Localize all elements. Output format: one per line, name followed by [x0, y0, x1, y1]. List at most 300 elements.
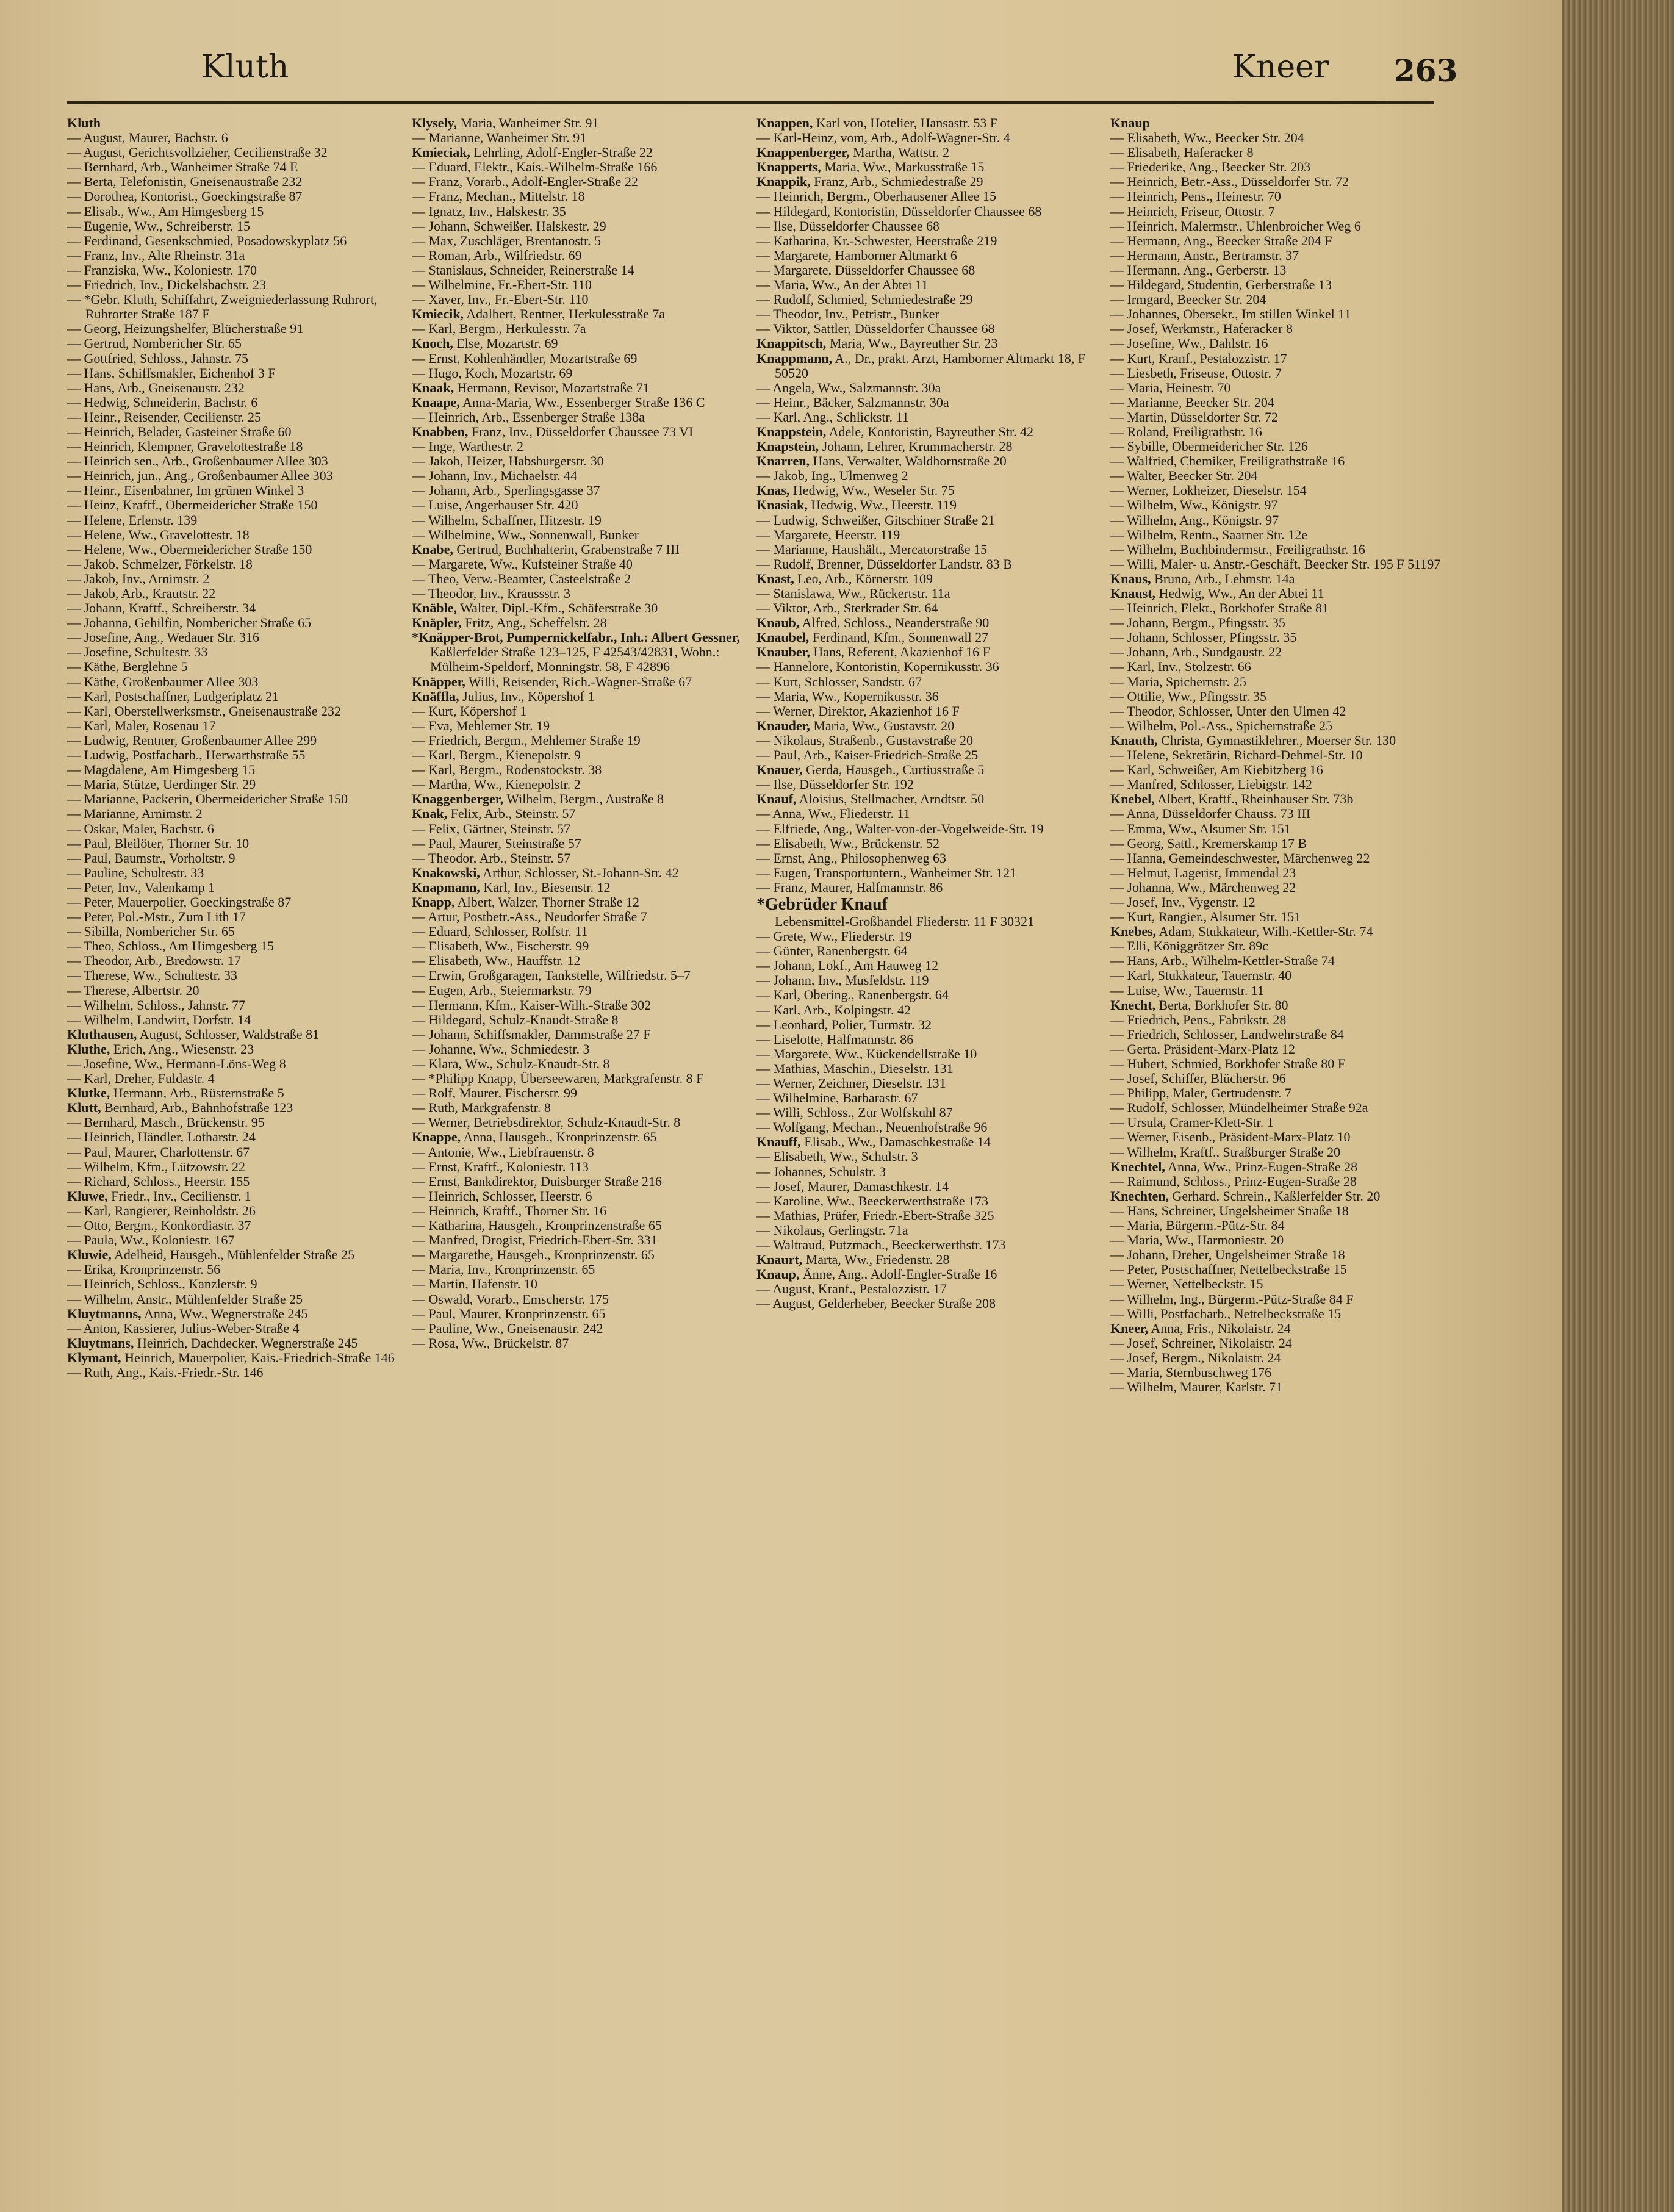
- entry-text: — Heinrich, Bergm., Oberhausener Allee 15: [756, 189, 997, 204]
- directory-entry: [412, 1204, 766, 1218]
- directory-entry: [756, 145, 1110, 160]
- directory-entry: [756, 659, 1110, 674]
- directory-entry: [412, 351, 766, 366]
- directory-entry: [756, 973, 1110, 988]
- directory-entry: [756, 1105, 1110, 1120]
- directory-entry: [756, 616, 1110, 630]
- entry-text: — Richard, Schloss., Heerstr. 155: [67, 1173, 250, 1189]
- entry-surname: Knebel,: [1110, 791, 1155, 807]
- entry-surname: Knäpler,: [412, 615, 462, 631]
- directory-entry: [67, 806, 421, 821]
- directory-entry: [412, 719, 766, 733]
- directory-entry: [67, 1233, 421, 1248]
- directory-entry: [1110, 351, 1464, 366]
- entry-text: Elisab., Ww., Damaschkestraße 14: [800, 1134, 991, 1150]
- entry-text: — Johann, Kraftf., Schreiberstr. 34: [67, 600, 256, 616]
- entry-text: — Werner, Eisenb., Präsident-Marx-Platz 10: [1110, 1129, 1351, 1145]
- entry-surname: Kneer,: [1110, 1320, 1149, 1336]
- entry-text: Bruno, Arb., Lehmstr. 14a: [1151, 570, 1295, 586]
- entry-text: — Wilhelm, Anstr., Mühlenfelder Straße 25: [67, 1291, 303, 1307]
- directory-entry: [412, 263, 766, 278]
- entry-surname: Knak,: [412, 806, 448, 822]
- directory-entry: [412, 880, 766, 895]
- entry-text: — Rosa, Ww., Brückelstr. 87: [412, 1335, 569, 1351]
- entry-text: — Josefine, Ww., Dahlstr. 16: [1110, 336, 1268, 351]
- entry-text: — Heinr., Bäcker, Salzmannstr. 30a: [756, 394, 949, 410]
- directory-entry: [412, 910, 766, 924]
- entry-text: Gertrud, Buchhalterin, Grabenstraße 7 III: [453, 541, 680, 557]
- entry-text: Arthur, Schlosser, St.-Johann-Str. 42: [480, 864, 679, 880]
- entry-text: — Paul, Bleilöter, Thorner Str. 10: [67, 835, 250, 851]
- directory-entry: [756, 513, 1110, 528]
- entry-text: — Ludwig, Schweißer, Gitschiner Straße 21: [756, 512, 995, 528]
- directory-entry: [1110, 998, 1464, 1013]
- directory-entry: [1110, 1160, 1464, 1174]
- directory-entry: [756, 1252, 1110, 1267]
- entry-text: — Jakob, Arb., Krautstr. 22: [67, 586, 216, 601]
- entry-text: — Johann, Lokf., Am Hauweg 12: [756, 958, 939, 974]
- entry-text: — Maria, Inv., Kronprinzenstr. 65: [412, 1262, 595, 1277]
- directory-entry: [67, 983, 421, 998]
- entry-text: Alfred, Schloss., Neanderstraße 90: [799, 615, 990, 631]
- directory-entry: [756, 131, 1110, 145]
- entry-surname: Knäble,: [412, 600, 457, 616]
- entry-text: — Peter, Mauerpolier, Goeckingstraße 87: [67, 894, 292, 910]
- directory-entry: [1110, 851, 1464, 866]
- entry-text: — *Gebr. Kluth, Schiffahrt, Zweigniederlassung Ruhrort, Ruhrorter Straße 187 F: [67, 292, 378, 322]
- directory-entry: [67, 1027, 421, 1042]
- directory-entry: [67, 336, 421, 351]
- directory-entry: [412, 806, 766, 821]
- entry-text: — Eugen, Transportuntern., Wanheimer Str. 121: [756, 864, 1017, 880]
- directory-entry: [67, 1145, 421, 1160]
- entry-text: — Johannes, Schulstr. 3: [756, 1163, 886, 1179]
- entry-text: — Eugen, Arb., Steiermarkstr. 79: [412, 982, 592, 998]
- directory-entry: [756, 351, 1110, 381]
- entry-text: Änne, Ang., Adolf-Engler-Straße 16: [799, 1266, 997, 1282]
- directory-entry: [756, 822, 1110, 836]
- entry-text: — Rudolf, Schlosser, Mündelheimer Straße 92a: [1110, 1100, 1368, 1116]
- entry-text: — Mathias, Maschin., Dieselstr. 131: [756, 1060, 954, 1076]
- directory-entry: [67, 131, 421, 145]
- directory-entry: [67, 953, 421, 968]
- directory-entry: [1110, 321, 1464, 336]
- entry-text: — Karl, Schweißer, Am Kiebitzberg 16: [1110, 762, 1323, 778]
- directory-entry: [412, 498, 766, 512]
- entry-text: — Hermann, Ang., Gerberstr. 13: [1110, 262, 1287, 278]
- entry-text: — Irmgard, Beecker Str. 204: [1110, 292, 1266, 307]
- entry-text: Erich, Ang., Wiesenstr. 23: [110, 1041, 254, 1057]
- entry-surname: Knabben,: [412, 423, 469, 439]
- directory-entry: [67, 792, 421, 806]
- directory-entry: [67, 880, 421, 895]
- entry-text: — Johanne, Ww., Schmiedestr. 3: [412, 1041, 590, 1057]
- entry-text: — Heinr., Eisenbahner, Im grünen Winkel 3: [67, 483, 304, 498]
- entry-text: — Josef, Inv., Vygenstr. 12: [1110, 894, 1256, 910]
- entry-text: — Georg, Sattl., Kremerskamp 17 B: [1110, 835, 1307, 851]
- entry-text: Karl von, Hotelier, Hansastr. 53 F: [813, 116, 998, 131]
- directory-entry: [756, 866, 1110, 880]
- entry-text: — Margarete, Hamborner Altmarkt 6: [756, 247, 957, 263]
- directory-entry: [756, 425, 1110, 439]
- entry-text: — Hans, Schiffsmakler, Eichenhof 3 F: [67, 365, 276, 381]
- entry-text: — Willi, Schloss., Zur Wolfskuhl 87: [756, 1105, 953, 1121]
- directory-entry: [412, 1307, 766, 1321]
- entry-surname: Klutt,: [67, 1100, 101, 1116]
- column-3: [756, 116, 1110, 2202]
- directory-entry: [67, 1204, 421, 1218]
- entry-surname: Kluthausen,: [67, 1026, 137, 1042]
- entry-surname: Knaurt,: [756, 1252, 803, 1268]
- directory-entry: [67, 1013, 421, 1027]
- entry-text: — Karl, Bergm., Herkulesstr. 7a: [412, 321, 586, 337]
- entry-text: — Margarete, Heerstr. 119: [756, 526, 900, 542]
- entry-text: — Wilhelm, Ing., Bürgerm.-Pütz-Straße 84 F: [1110, 1291, 1354, 1307]
- entry-text: — Gertrud, Nombericher Str. 65: [67, 336, 242, 351]
- entry-text: — Franz, Vorarb., Adolf-Engler-Straße 22: [412, 174, 638, 190]
- entry-text: — Klara, Ww., Schulz-Knaudt-Str. 8: [412, 1056, 610, 1071]
- entry-text: — Josef, Maurer, Damaschkestr. 14: [756, 1178, 949, 1194]
- directory-entry: [412, 469, 766, 483]
- directory-entry: [67, 1160, 421, 1174]
- directory-entry: [67, 1071, 421, 1086]
- entry-text: — Hanna, Gemeindeschwester, Märchenweg 22: [1110, 850, 1370, 866]
- directory-entry: [1110, 924, 1464, 939]
- directory-entry: [412, 174, 766, 189]
- directory-entry: [1110, 1277, 1464, 1291]
- directory-entry: [1110, 763, 1464, 777]
- entry-surname: Knappe,: [412, 1129, 461, 1145]
- directory-entry: [1110, 953, 1464, 968]
- entry-surname: Knappen,: [756, 116, 813, 131]
- entry-text: — Elisab., Ww., Am Himgesberg 15: [67, 203, 264, 219]
- directory-entry: [412, 924, 766, 939]
- directory-entry: [67, 572, 421, 586]
- entry-text: Adele, Kontoristin, Bayreuther Str. 42: [826, 423, 1034, 439]
- directory-entry: [756, 292, 1110, 307]
- column-4: [1110, 116, 1464, 2202]
- entry-surname: Knoch,: [412, 336, 453, 351]
- directory-entry: [756, 601, 1110, 616]
- entry-surname: Klysely,: [412, 116, 457, 131]
- entry-text: — Maria, Ww., Kopernikusstr. 36: [756, 688, 939, 704]
- entry-text: — Eva, Mehlemer Str. 19: [412, 717, 550, 733]
- directory-entry: [756, 483, 1110, 498]
- entry-firm-name: *Gebrüder Knauf: [756, 894, 888, 914]
- entry-text: — Käthe, Berglehne 5: [67, 659, 188, 675]
- directory-entry: [67, 219, 421, 234]
- entry-surname: Knabe,: [412, 541, 453, 557]
- directory-entry: [67, 968, 421, 983]
- entry-text: — Otto, Bergm., Konkordiastr. 37: [67, 1218, 251, 1233]
- entry-text: — Grete, Ww., Fliederstr. 19: [756, 928, 912, 944]
- entry-text: A., Dr., prakt. Arzt, Hamborner Altmarkt 18, F 50520: [775, 350, 1086, 381]
- entry-text: — Artur, Postbetr.-Ass., Neudorfer Straße 7: [412, 909, 647, 925]
- entry-text: Heinrich, Dachdecker, Wegnerstraße 245: [134, 1335, 358, 1351]
- entry-text: — Erwin, Großgaragen, Tankstelle, Wilfriedstr. 5–7: [412, 968, 691, 983]
- entry-text: — Viktor, Sattler, Düsseldorfer Chaussee 68: [756, 321, 995, 337]
- directory-entry: [67, 895, 421, 910]
- entry-surname: Knaak,: [412, 379, 454, 395]
- entry-text: Anna, Hausgeh., Kronprinzenstr. 65: [461, 1129, 657, 1145]
- directory-entry: [67, 542, 421, 557]
- directory-entry: [67, 645, 421, 659]
- entry-text: — Kurt, Rangier., Alsumer Str. 151: [1110, 909, 1301, 925]
- entry-text: — Wilhelm, Pol.-Ass., Spichernstraße 25: [1110, 717, 1333, 733]
- entry-text: — Theodor, Inv., Kraussstr. 3: [412, 586, 571, 601]
- entry-text: — Maria, Heinestr. 70: [1110, 379, 1231, 395]
- entry-text: Hedwig, Ww., Heerstr. 119: [807, 497, 957, 513]
- directory-entry: [1110, 806, 1464, 821]
- entry-text: — Werner, Betriebsdirektor, Schulz-Knaudt-Str. 8: [412, 1115, 681, 1130]
- directory-entry: [67, 1262, 421, 1277]
- directory-entry: [412, 822, 766, 836]
- directory-entry: [412, 851, 766, 866]
- directory-entry: [1110, 395, 1464, 410]
- entry-text: — Peter, Postschaffner, Nettelbeckstraße 15: [1110, 1262, 1347, 1277]
- entry-text: — Waltraud, Putzmach., Beeckerwerthstr. 173: [756, 1237, 1006, 1253]
- entry-text: Johann, Lehrer, Krummacherstr. 28: [819, 439, 1013, 454]
- directory-entry: [1110, 836, 1464, 851]
- entry-text: — Theodor, Arb., Bredowstr. 17: [67, 953, 241, 969]
- entry-text: — Elisabeth, Ww., Hauffstr. 12: [412, 953, 581, 969]
- entry-text: — Heinr., Reisender, Cecilienstr. 25: [67, 409, 262, 425]
- entry-text: Hedwig, Ww., An der Abtei 11: [1155, 586, 1324, 601]
- directory-entry: [1110, 366, 1464, 381]
- entry-text: — Ignatz, Inv., Halskestr. 35: [412, 203, 566, 219]
- entry-text: — Wilhelmine, Barbarastr. 67: [756, 1090, 918, 1106]
- directory-entry: [67, 777, 421, 792]
- entry-surname: *Knäpper-Brot, Pumpernickelfabr., Inh.: Albert Gessner,: [412, 630, 741, 645]
- entry-surname: Kmiecik,: [412, 306, 464, 322]
- directory-entry: [1110, 1042, 1464, 1057]
- directory-entry: [412, 998, 766, 1013]
- entry-text: Kaßlerfelder Straße 123–125, F 42543/42831, Wohn.: Mülheim-Speldorf, Monningstr. 58, F 42896: [430, 644, 720, 675]
- directory-entry: [1110, 1307, 1464, 1321]
- entry-text: — Heinrich, Klempner, Gravelottestraße 18: [67, 439, 303, 454]
- entry-text: — Inge, Warthestr. 2: [412, 439, 523, 454]
- entry-text: — Johann, Arb., Sperlingsgasse 37: [412, 483, 600, 498]
- directory-entry: [412, 586, 766, 601]
- entry-text: Hedwig, Ww., Weseler Str. 75: [789, 483, 955, 498]
- directory-entry: [1110, 866, 1464, 880]
- directory-entry: [67, 939, 421, 953]
- directory-entry: [412, 336, 766, 351]
- entry-text: — Maria, Sternbuschweg 176: [1110, 1364, 1271, 1380]
- entry-text: — Johann, Schlosser, Pfingsstr. 35: [1110, 630, 1297, 645]
- entry-text: — Heinrich, Schlosser, Heerstr. 6: [412, 1188, 592, 1204]
- entry-text: — Sybille, Obermeidericher Str. 126: [1110, 439, 1308, 454]
- directory-entry: [756, 1238, 1110, 1252]
- directory-entry: [412, 572, 766, 586]
- entry-surname: Knaape,: [412, 394, 460, 410]
- directory-entry: [1110, 483, 1464, 498]
- entry-text: Adalbert, Rentner, Herkulesstraße 7a: [463, 306, 666, 322]
- entry-text: — August, Gerichtsvollzieher, Cecilienstraße 32: [67, 145, 328, 160]
- directory-entry: [412, 278, 766, 292]
- directory-entry: [412, 733, 766, 748]
- entry-text: — Maria, Ww., Harmoniestr. 20: [1110, 1232, 1284, 1248]
- entry-surname: Kluthe,: [67, 1041, 110, 1057]
- entry-text: — Hans, Arb., Gneisenaustr. 232: [67, 379, 245, 395]
- entry-text: — Eduard, Elektr., Kais.-Wilhelm-Straße 166: [412, 159, 658, 175]
- entry-text: — Margarete, Düsseldorfer Chaussee 68: [756, 262, 975, 278]
- entry-surname: Knauff,: [756, 1134, 801, 1150]
- entry-text: Bernhard, Arb., Bahnhofstraße 123: [101, 1100, 293, 1116]
- entry-text: — Wilhelm, Schloss., Jahnstr. 77: [67, 997, 246, 1013]
- entry-text: Anna, Ww., Prinz-Eugen-Straße 28: [1165, 1158, 1358, 1174]
- directory-entry: [67, 748, 421, 763]
- entry-text: — Marianne, Haushält., Mercatorstraße 15: [756, 541, 988, 557]
- directory-entry: [756, 204, 1110, 219]
- directory-entry: [1110, 542, 1464, 557]
- directory-entry: [756, 1149, 1110, 1164]
- entry-text: — Karl, Ang., Schlickstr. 11: [756, 409, 909, 425]
- directory-entry: [756, 1208, 1110, 1223]
- directory-entry: [67, 1057, 421, 1071]
- entry-text: — *Philipp Knapp, Überseewaren, Markgrafenstr. 8 F: [412, 1071, 704, 1086]
- entry-text: — Luise, Angerhauser Str. 420: [412, 497, 578, 513]
- entry-text: Willi, Reisender, Rich.-Wagner-Straße 67: [465, 673, 692, 689]
- entry-text: — Manfred, Schlosser, Liebigstr. 142: [1110, 777, 1312, 792]
- directory-entry: [412, 219, 766, 234]
- column-2: [412, 116, 766, 2202]
- entry-text: — Josef, Schiffer, Blücherstr. 96: [1110, 1071, 1286, 1086]
- entry-text: — Wilhelm, Ang., Königstr. 97: [1110, 512, 1279, 528]
- entry-text: — Heinrich, Betr.-Ass., Düsseldorfer Str. 72: [1110, 174, 1349, 190]
- entry-text: Aloisius, Stellmacher, Arndtstr. 50: [796, 791, 985, 807]
- directory-entry: [1110, 822, 1464, 836]
- directory-entry: [67, 454, 421, 469]
- entry-surname: Knapstein,: [756, 439, 819, 454]
- entry-text: — Bernhard, Masch., Brückenstr. 95: [67, 1115, 265, 1130]
- entry-text: — Friedrich, Schlosser, Landwehrstraße 84: [1110, 1026, 1344, 1042]
- directory-entry: [756, 1282, 1110, 1296]
- entry-text: — Werner, Lokheizer, Dieselstr. 154: [1110, 483, 1307, 498]
- entry-text: Gerhard, Schrein., Kaßlerfelder Str. 20: [1168, 1188, 1381, 1204]
- entry-text: Christa, Gymnastiklehrer., Moerser Str. 130: [1157, 732, 1396, 748]
- page-number: 263: [1394, 52, 1458, 88]
- directory-entry: [1110, 557, 1464, 572]
- entry-text: — Gerta, Präsident-Marx-Platz 12: [1110, 1041, 1296, 1057]
- directory-entry: [756, 1179, 1110, 1194]
- entry-text: Gerda, Hausgeh., Curtiusstraße 5: [802, 762, 985, 778]
- entry-text: — Walfried, Chemiker, Freiligrathstraße 16: [1110, 453, 1345, 469]
- directory-entry: [67, 263, 421, 278]
- entry-text: — Josefine, Schultestr. 33: [67, 644, 208, 660]
- entry-text: Adelheid, Hausgeh., Mühlenfelder Straße 25: [111, 1247, 355, 1263]
- directory-entry: [412, 116, 766, 131]
- entry-surname: Knast,: [756, 570, 794, 586]
- directory-entry: [412, 145, 766, 160]
- entry-text: Fritz, Ang., Scheffelstr. 28: [461, 615, 607, 631]
- directory-entry: [67, 234, 421, 248]
- directory-entry: [67, 1307, 421, 1321]
- directory-entry: [67, 160, 421, 174]
- directory-entry: [756, 263, 1110, 278]
- directory-entry: [412, 1071, 766, 1086]
- directory-entry: [412, 557, 766, 572]
- directory-entry: [412, 689, 766, 704]
- entry-text: — Heinrich, jun., Ang., Großenbaumer Allee 303: [67, 468, 333, 484]
- entry-text: — Xaver, Inv., Fr.-Ebert-Str. 110: [412, 292, 589, 307]
- directory-entry: [412, 160, 766, 174]
- directory-entry: [67, 1189, 421, 1204]
- entry-text: — Theodor, Inv., Petristr., Bunker: [756, 306, 939, 322]
- directory-entry: [756, 1047, 1110, 1061]
- entry-text: — Helmut, Lagerist, Immendal 23: [1110, 864, 1296, 880]
- entry-text: — Johannes, Obersekr., Im stillen Winkel 11: [1110, 306, 1351, 322]
- directory-entry: [756, 958, 1110, 973]
- entry-text: Martha, Wattstr. 2: [849, 145, 950, 160]
- directory-entry: [412, 189, 766, 204]
- entry-text: — Heinz, Kraftf., Obermeidericher Straße 150: [67, 497, 318, 513]
- entry-text: — Katharina, Hausgeh., Kronprinzenstraße 65: [412, 1218, 662, 1233]
- entry-text: — Helene, Ww., Gravelottestr. 18: [67, 526, 250, 542]
- directory-entry: [412, 1248, 766, 1262]
- entry-text: — Werner, Nettelbeckstr. 15: [1110, 1276, 1263, 1292]
- directory-entry: [1110, 381, 1464, 395]
- directory-entry: [67, 395, 421, 410]
- directory-entry: [1110, 983, 1464, 998]
- entry-text: — Max, Zuschläger, Brentanostr. 5: [412, 232, 602, 248]
- entry-text: — Viktor, Arb., Sterkrader Str. 64: [756, 600, 938, 616]
- directory-entry: [67, 1321, 421, 1336]
- entry-text: — Werner, Direktor, Akazienhof 16 F: [756, 703, 960, 719]
- entry-surname: Knapperts,: [756, 159, 821, 175]
- directory-entry: [1110, 1262, 1464, 1277]
- entry-text: — Paul, Arb., Kaiser-Friedrich-Straße 25: [756, 747, 979, 763]
- directory-entry: [756, 528, 1110, 542]
- entry-surname: Knaus,: [1110, 570, 1151, 586]
- entry-text: — Elisabeth, Ww., Brückenstr. 52: [756, 835, 940, 851]
- directory-entry: [412, 1218, 766, 1233]
- entry-text: — Therese, Albertstr. 20: [67, 982, 199, 998]
- directory-entry: [756, 395, 1110, 410]
- directory-entry: [67, 425, 421, 439]
- entry-text: — Walter, Beecker Str. 204: [1110, 468, 1258, 484]
- directory-entry: [412, 1115, 766, 1130]
- entry-text: — Heinrich sen., Arb., Großenbaumer Allee 303: [67, 453, 328, 469]
- directory-entry: [412, 307, 766, 321]
- directory-entry: [1110, 1057, 1464, 1071]
- directory-entry: [756, 1165, 1110, 1179]
- directory-entry: [1110, 204, 1464, 219]
- entry-text: Hans, Verwalter, Waldhornstraße 20: [809, 453, 1007, 469]
- entry-text: Maria, Ww., Gustavstr. 20: [810, 717, 955, 733]
- directory-entry: [67, 483, 421, 498]
- directory-entry: [756, 219, 1110, 234]
- entry-text: — Rudolf, Schmied, Schmiedestraße 29: [756, 292, 973, 307]
- entry-text: — Marianne, Beecker Str. 204: [1110, 394, 1274, 410]
- entry-text: — Dorothea, Kontorist., Goeckingstraße 87: [67, 189, 303, 204]
- directory-entry: [1110, 777, 1464, 792]
- directory-entry: [756, 763, 1110, 777]
- entry-surname: Knaust,: [1110, 586, 1155, 601]
- entry-text: — Johann, Bergm., Pfingsstr. 35: [1110, 615, 1285, 631]
- directory-entry: [756, 336, 1110, 351]
- running-head-right: Kneer: [1232, 49, 1329, 85]
- directory-entry: [756, 410, 1110, 425]
- directory-entry: [67, 204, 421, 219]
- entry-text: — Peter, Inv., Valenkamp 1: [67, 879, 215, 895]
- entry-text: — Friedrich, Pens., Fabrikstr. 28: [1110, 1011, 1287, 1027]
- directory-entry: [67, 998, 421, 1013]
- directory-entry: [67, 498, 421, 512]
- directory-entry: [1110, 174, 1464, 189]
- directory-entry: [412, 204, 766, 219]
- entry-surname: Knappmann,: [756, 350, 833, 366]
